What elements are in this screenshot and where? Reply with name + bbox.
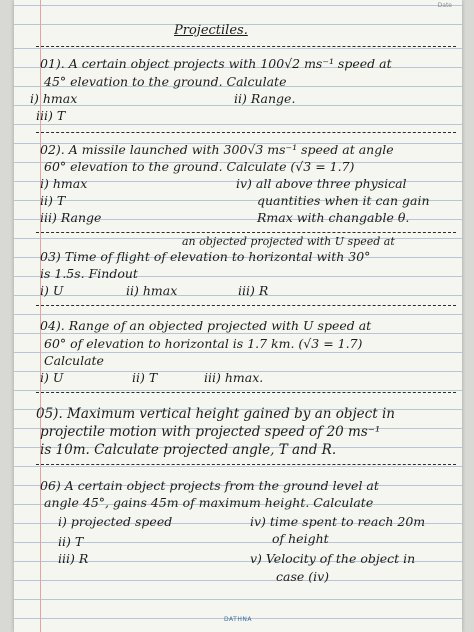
divider [36, 305, 456, 306]
q6-line-1: 06) A certain object projects from the ground level at [40, 478, 379, 493]
q1-part-i: i) hmax [30, 91, 78, 106]
q2-part-iv-line-3: Rmax with changable θ. [257, 210, 410, 225]
q5-line-1: 05). Maximum vertical height gained by an object in [36, 406, 395, 422]
divider [36, 464, 456, 465]
q5-line-3: is 10m. Calculate projected angle, T and R. [40, 442, 337, 458]
q2-part-ii: ii) T [40, 193, 66, 208]
q2-part-iv-line-2: quantities when it can gain [257, 193, 430, 208]
q4-part-ii: ii) T [132, 370, 158, 385]
q1-part-ii: ii) Range. [234, 91, 296, 106]
q3-part-iii: iii) R [238, 283, 269, 298]
q4-line-1: 04). Range of an objected projected with U speed at [40, 318, 372, 333]
q6-part-iii: iii) R [58, 551, 89, 566]
q3-part-i: i) U [40, 283, 64, 298]
notebook-page [14, 0, 462, 632]
divider [36, 392, 456, 393]
q2-part-iv-line-1: iv) all above three physical [236, 176, 407, 191]
page-corner-label: Date [437, 2, 452, 9]
q4-line-3: Calculate [44, 353, 104, 368]
q6-part-iv-line-1: iv) time spent to reach 20m [250, 514, 426, 529]
q3-line-1: 03) Time of flight of elevation to horizontal with 30° [40, 249, 371, 264]
q1-line-2: 45° elevation to the ground. Calculate [44, 74, 287, 89]
q3-line-2: is 1.5s. Findout [40, 266, 138, 281]
divider [36, 232, 456, 233]
q2-line-2: 60° elevation to the ground. Calculate (√3 = 1.7) [44, 159, 355, 174]
q4-line-2: 60° of elevation to horizontal is 1.7 km. (√3 = 1.7) [44, 336, 363, 351]
q6-part-i: i) projected speed [58, 514, 173, 529]
q6-part-v-line-2: case (iv) [276, 569, 330, 584]
q5-line-2: projectile motion with projected speed of 20 ms⁻¹ [40, 424, 381, 440]
q6-part-v-line-1: v) Velocity of the object in [250, 551, 416, 566]
q6-line-2: angle 45°, gains 45m of maximum height. Calculate [44, 495, 374, 510]
notebook-brand: DATHNA [224, 616, 252, 623]
q2-part-iii: iii) Range [40, 210, 102, 225]
q2-part-i: i) hmax [40, 176, 88, 191]
q6-part-iv-line-2: of height [272, 531, 329, 546]
q3-part-ii: ii) hmax [126, 283, 178, 298]
divider [36, 46, 456, 47]
q1-line-1: 01). A certain object projects with 100√2 ms⁻¹ speed at [40, 56, 392, 71]
q2-line-1: 02). A missile launched with 300√3 ms⁻¹ speed at angle [40, 142, 394, 157]
q1-part-iii: iii) T [36, 108, 66, 123]
q4-part-iii: iii) hmax. [204, 370, 264, 385]
page-title: Projectiles. [174, 23, 248, 38]
q3-insert-line: an objected projected with U speed at [182, 235, 395, 248]
q4-part-i: i) U [40, 370, 64, 385]
q6-part-ii: ii) T [58, 534, 84, 549]
divider [36, 132, 456, 133]
